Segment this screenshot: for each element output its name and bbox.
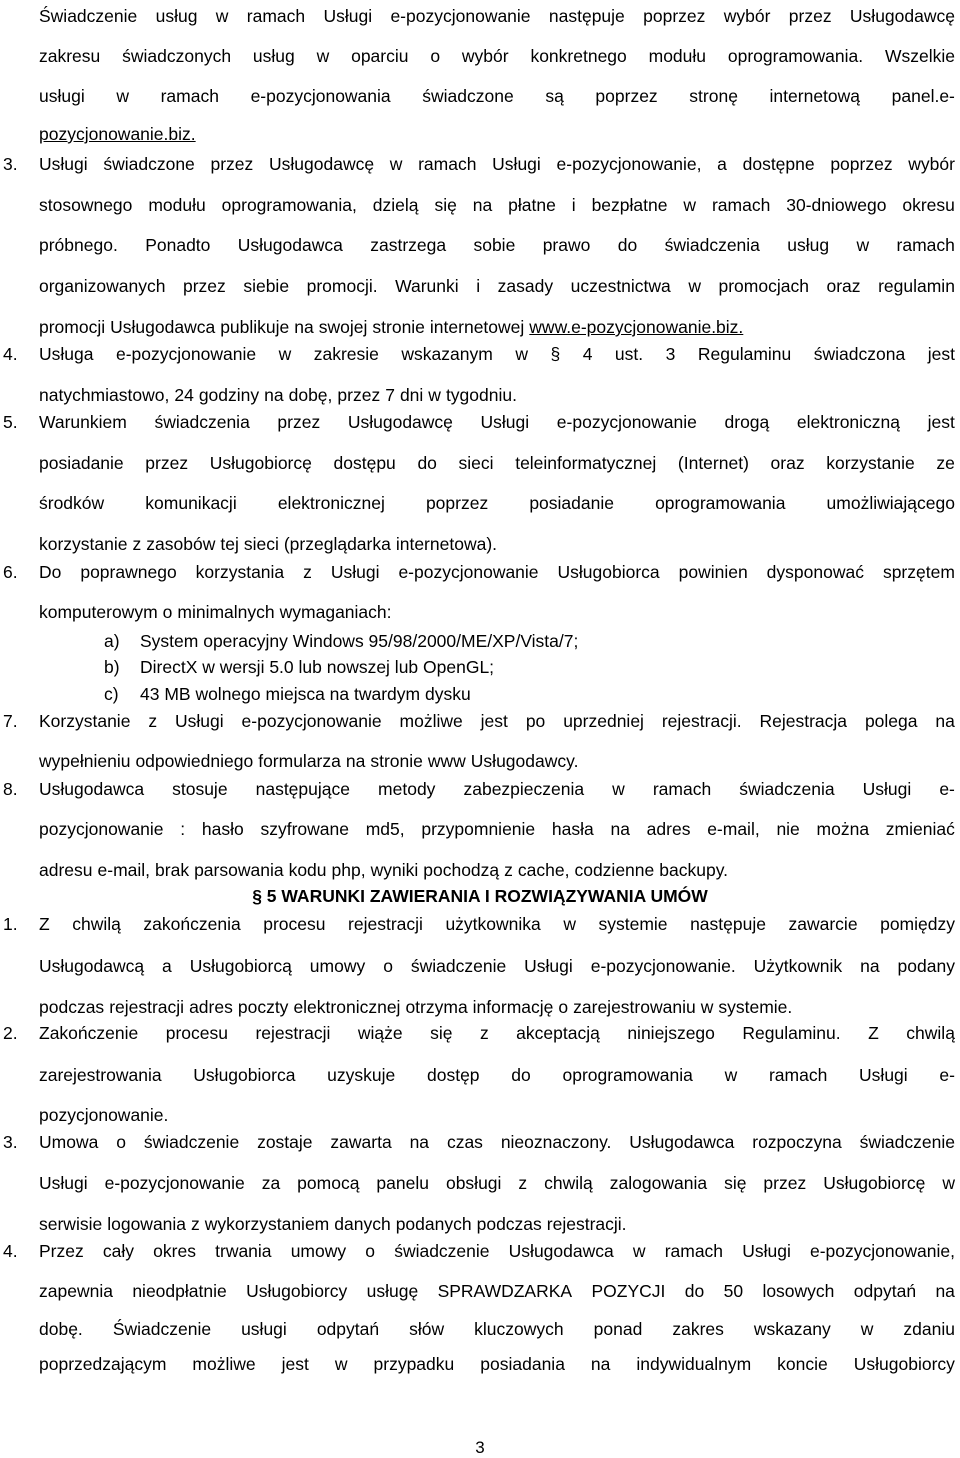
section-heading: § 5 WARUNKI ZAWIERANIA I ROZWIĄZYWANIA UMÓW	[252, 886, 708, 906]
text-line: Usługi świadczone przez Usługodawcę w ramach Usługi e-pozycjonowanie, a dostępne poprzez wybór	[39, 154, 955, 174]
page-number: 3	[475, 1438, 485, 1457]
text-line: Usługodawca stosuje następujące metody zabezpieczenia w ramach świadczenia Usługi e-	[39, 779, 955, 799]
text-line: Umowa o świadczenie zostaje zawarta na czas nieoznaczony. Usługodawca rozpoczyna świadczenie	[39, 1132, 955, 1152]
text-line: Świadczenie usług w ramach Usługi e-pozycjonowanie następuje poprzez wybór przez Usługodawcę	[39, 6, 955, 26]
text-line: Zakończenie procesu rejestracji wiąże się z akceptacją niniejszego Regulaminu. Z chwilą	[39, 1023, 955, 1043]
list-number: 3.	[3, 1132, 18, 1152]
text-line: Przez cały okres trwania umowy o świadczenie Usługodawca w ramach Usługi e-pozycjonowanie,	[39, 1241, 955, 1261]
text-line: Usługa e-pozycjonowanie w zakresie wskazanym w § 4 ust. 3 Regulaminu świadczona jest	[39, 344, 955, 364]
sublist-label: c)	[104, 684, 119, 704]
text-line: serwisie logowania z wykorzystaniem danych podanych podczas rejestracji.	[39, 1214, 627, 1234]
text-line: wypełnieniu odpowiedniego formularza na stronie www Usługodawcy.	[39, 751, 579, 771]
sublist-label: b)	[104, 657, 120, 677]
text-line: pozycjonowanie : hasło szyfrowane md5, przypomnienie hasła na adres e-mail, nie można zmieniać	[39, 819, 955, 839]
text-line: Warunkiem świadczenia przez Usługodawcę Usługi e-pozycjonowanie drogą elektroniczną jest	[39, 412, 955, 432]
list-number: 5.	[3, 412, 18, 432]
text-line: próbnego. Ponadto Usługodawca zastrzega sobie prawo do świadczenia usług w ramach	[39, 235, 955, 255]
text-line: korzystanie z zasobów tej sieci (przeglądarka internetowa).	[39, 534, 498, 554]
list-number: 8.	[3, 779, 18, 799]
text-line: zapewnia nieodpłatnie Usługobiorcy usługę SPRAWDZARKA POZYCJI do 50 losowych odpytań na	[39, 1281, 955, 1301]
text-line: podczas rejestracji adres poczty elektronicznej otrzyma informację o zarejestrowaniu w systemie.	[39, 997, 793, 1017]
text-line: Korzystanie z Usługi e-pozycjonowanie możliwe jest po uprzedniej rejestracji. Rejestracja polega na	[39, 711, 955, 731]
text-line: adresu e-mail, brak parsowania kodu php, wyniki pochodzą z cache, codzienne backupy.	[39, 860, 729, 880]
list-number: 4.	[3, 344, 18, 364]
list-number: 4.	[3, 1241, 18, 1261]
text-line: Do poprawnego korzystania z Usługi e-pozycjonowanie Usługobiorca powinien dysponować sprzętem	[39, 562, 955, 582]
text-line: organizowanych przez siebie promocji. Warunki i zasady uczestnictwa w promocjach oraz regulamin	[39, 276, 955, 296]
text-line: stosownego modułu oprogramowania, dzielą się na płatne i bezpłatne w ramach 30-dniowego okresu	[39, 195, 955, 215]
text-line: posiadanie przez Usługobiorcę dostępu do sieci teleinformatycznej (Internet) oraz korzystanie ze	[39, 453, 955, 473]
text-line: zakresu świadczonych usług w oparciu o wybór konkretnego modułu oprogramowania. Wszelkie	[39, 46, 955, 66]
text-line: Z chwilą zakończenia procesu rejestracji użytkownika w systemie następuje zawarcie pomiędzy	[39, 914, 955, 934]
list-number: 7.	[3, 711, 18, 731]
text-line: Usługi e-pozycjonowanie za pomocą panelu obsługi z chwilą zalogowania się przez Usługobiorcę w	[39, 1173, 955, 1193]
text-line: usługi w ramach e-pozycjonowania świadczone są poprzez stronę internetową panel.e-	[39, 86, 955, 106]
sublist-label: a)	[104, 631, 120, 651]
text-line: promocji Usługodawca publikuje na swojej stronie internetowej www.e-pozycjonowanie.biz.	[39, 317, 744, 337]
text-line: dobę. Świadczenie usługi odpytań słów kluczowych ponad zakres wskazany w zdaniu	[39, 1319, 955, 1339]
text-line: zarejestrowania Usługobiorca uzyskuje dostęp do oprogramowania w ramach Usługi e-	[39, 1065, 955, 1085]
text-line: natychmiastowo, 24 godziny na dobę, przez 7 dni w tygodniu.	[39, 385, 517, 405]
text-line: Usługodawcą a Usługobiorcą umowy o świadczenie Usługi e-pozycjonowanie. Użytkownik na podany	[39, 956, 955, 976]
sublist-item: 43 MB wolnego miejsca na twardym dysku	[140, 684, 471, 704]
list-number: 3.	[3, 154, 18, 174]
text-line: komputerowym o minimalnych wymaganiach:	[39, 602, 392, 622]
text-line: pozycjonowanie.	[39, 1105, 169, 1125]
sublist-item: System operacyjny Windows 95/98/2000/ME/XP/Vista/7;	[140, 631, 579, 651]
text-line: poprzedzającym możliwe jest w przypadku posiadania na indywidualnym koncie Usługobiorcy	[39, 1354, 955, 1374]
list-number: 1.	[3, 914, 18, 934]
list-number: 6.	[3, 562, 18, 582]
text-line: środków komunikacji elektronicznej poprzez posiadanie oprogramowania umożliwiającego	[39, 493, 955, 513]
text-line: pozycjonowanie.biz.	[39, 124, 196, 144]
list-number: 2.	[3, 1023, 18, 1043]
sublist-item: DirectX w wersji 5.0 lub nowszej lub OpenGL;	[140, 657, 495, 677]
